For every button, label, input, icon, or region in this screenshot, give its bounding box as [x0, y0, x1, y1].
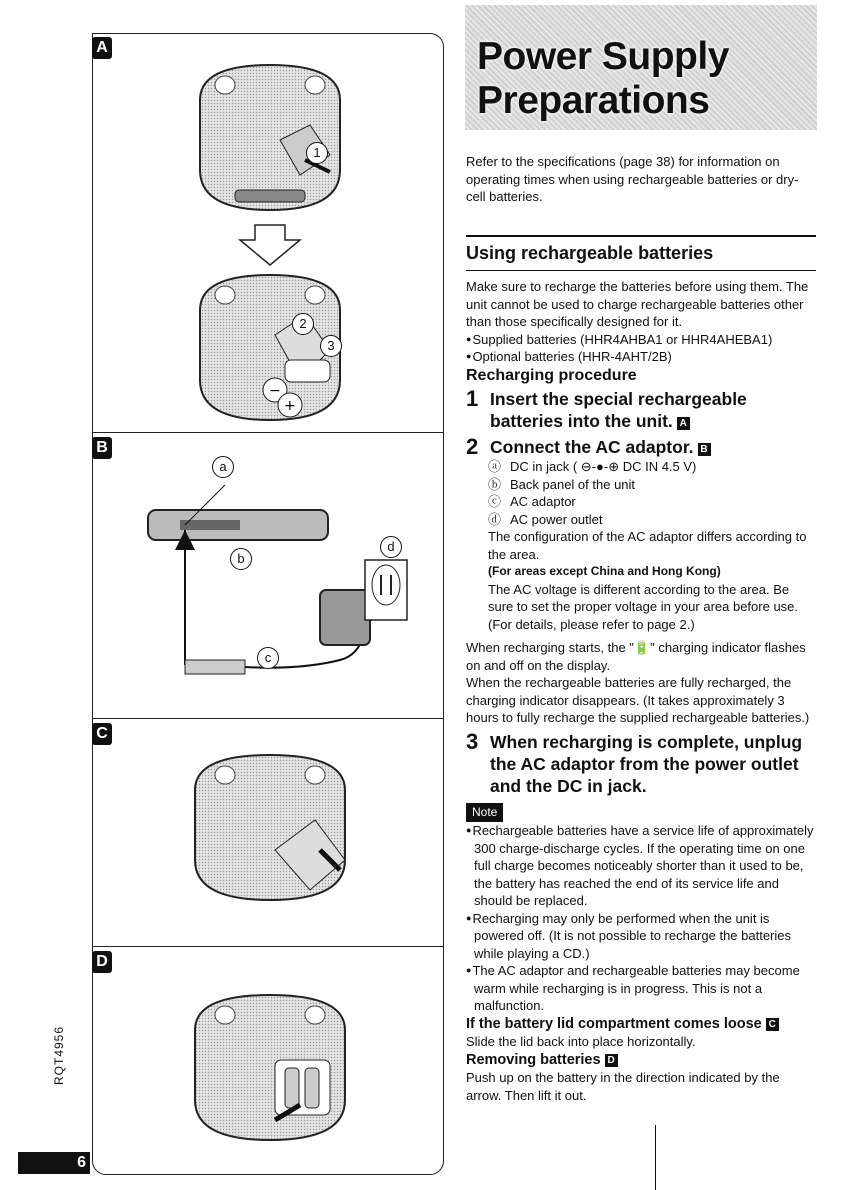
voltage-text: The AC voltage is different according to the area. Be sure to set the proper voltage in your area before use. (For details, please refer to page 2.)	[488, 581, 799, 632]
charging-text-2: When the rechargeable batteries are fully recharged, the charging indicator disappears. (It takes approximately 3 hours to fully recharge the supplied rechargeable batteries.)	[466, 675, 810, 725]
removing-heading-text: Removing batteries	[466, 1051, 601, 1068]
note-item: ● The AC adaptor and rechargeable batteries may become warm while recharging is in progress. This is not a malfunction.	[466, 962, 816, 1015]
figure-label-b: B	[92, 437, 112, 459]
bullet-supplied: ● Supplied batteries (HHR4AHBA1 or HHR4AHEBA1)	[466, 331, 816, 349]
intro-body: Make sure to recharge the batteries before using them. The unit cannot be used to charge rechargeable batteries other than those specifically designed for it.	[466, 279, 809, 329]
removing-heading	[466, 1052, 816, 1070]
callout-b: b	[230, 548, 252, 570]
recharging-heading: Recharging procedure	[466, 366, 637, 384]
list-item	[488, 493, 816, 511]
list-item	[488, 511, 816, 529]
areas-note: (For areas except China and Hong Kong)	[488, 564, 721, 578]
lid-heading-text: If the battery lid compartment comes loose	[466, 1015, 762, 1032]
svg-text:+: +	[284, 398, 296, 414]
step-1	[466, 388, 816, 432]
page-number: 6	[18, 1152, 90, 1174]
removing-text: Push up on the battery in the direction indicated by the arrow. Then lift it out.	[466, 1070, 780, 1103]
figure-d-illustration	[180, 990, 360, 1150]
note-item: ● Recharging may only be performed when the unit is powered off. (It is not possible to recharge the batteries while playing a CD.)	[466, 910, 816, 963]
list-item	[488, 458, 816, 476]
figure-divider	[92, 718, 444, 719]
figure-ref: C	[766, 1018, 779, 1031]
figure-label-c: C	[92, 723, 112, 745]
callout-2: 2	[292, 313, 314, 335]
figure-a-illustration	[180, 60, 360, 430]
step-number: 1	[466, 386, 479, 411]
intro-paragraph: Refer to the specifications (page 38) for information on operating times when using rechargeable batteries or dry-cell batteries.	[466, 154, 799, 204]
step-3	[466, 728, 816, 797]
step-2-details	[466, 458, 816, 633]
item-text: DC in jack ( ⊖-●-⊕ DC IN 4.5 V)	[510, 459, 697, 474]
item-text: AC adaptor	[510, 494, 576, 509]
item-text: AC power outlet	[510, 511, 603, 527]
figure-label-a: A	[92, 37, 112, 59]
callout-a: a	[212, 456, 234, 478]
document-code: RQT4956	[52, 1025, 66, 1085]
callout-3: 3	[320, 335, 342, 357]
figure-label-d: D	[92, 951, 112, 973]
svg-text:−: −	[269, 383, 281, 399]
scan-artifact-line	[655, 1125, 656, 1190]
figure-c-illustration	[180, 750, 360, 910]
section-rule	[466, 235, 816, 237]
config-text: The configuration of the AC adaptor differs according to the area.	[488, 529, 807, 562]
title-banner	[465, 5, 817, 130]
section-underline	[466, 270, 816, 271]
figure-divider	[92, 946, 444, 947]
figure-divider	[92, 432, 444, 433]
lid-heading	[466, 1016, 816, 1034]
dc-plug	[185, 660, 245, 674]
down-arrow-icon	[240, 225, 300, 265]
main-body	[466, 278, 816, 1104]
section-heading: Using rechargeable batteries	[466, 243, 714, 263]
item-marker: ⓓ	[488, 511, 502, 527]
step-text: Insert the special rechargeable batteries into the unit.	[490, 389, 747, 431]
bullet-optional: ● Optional batteries (HHR-4AHT/2B)	[466, 348, 816, 366]
figure-b-illustration	[140, 470, 420, 690]
page-title: Power Supply Preparations	[477, 35, 729, 122]
callout-1: 1	[306, 142, 328, 164]
cd-player-side-view	[148, 510, 328, 540]
step-2	[466, 436, 816, 458]
cd-player-battery-view	[200, 275, 340, 420]
callout-c: c	[257, 647, 279, 669]
note-item: ● Rechargeable batteries have a service life of approximately 300 charge-discharge cycles. If the operating time on one full charge becomes noticeably shorter than it used to be, the battery has reached the end of its service life and should be replaced.	[466, 822, 816, 910]
item-text: Back panel of the unit	[510, 476, 636, 492]
item-marker: ⓐ	[488, 459, 502, 474]
figure-ref: A	[677, 417, 690, 430]
callout-d: d	[380, 536, 402, 558]
note-label: Note	[466, 803, 503, 823]
lid-text: Slide the lid back into place horizontally.	[466, 1034, 696, 1049]
list-item	[488, 476, 816, 494]
item-marker: ⓑ	[488, 476, 502, 492]
step-number: 3	[466, 728, 479, 754]
step-text: When recharging is complete, unplug the AC adaptor from the power outlet and the DC in jack.	[490, 731, 803, 796]
figure-ref: B	[698, 443, 711, 456]
cd-player-top-view	[200, 65, 340, 210]
figure-ref: D	[605, 1054, 618, 1067]
power-outlet	[365, 560, 407, 620]
charging-text-1: When recharging starts, the "🔋" charging indicator flashes on and off on the display.	[466, 640, 806, 673]
item-marker: ⓒ	[488, 494, 502, 509]
step-text: Connect the AC adaptor.	[490, 437, 694, 457]
step-number: 2	[466, 434, 479, 459]
